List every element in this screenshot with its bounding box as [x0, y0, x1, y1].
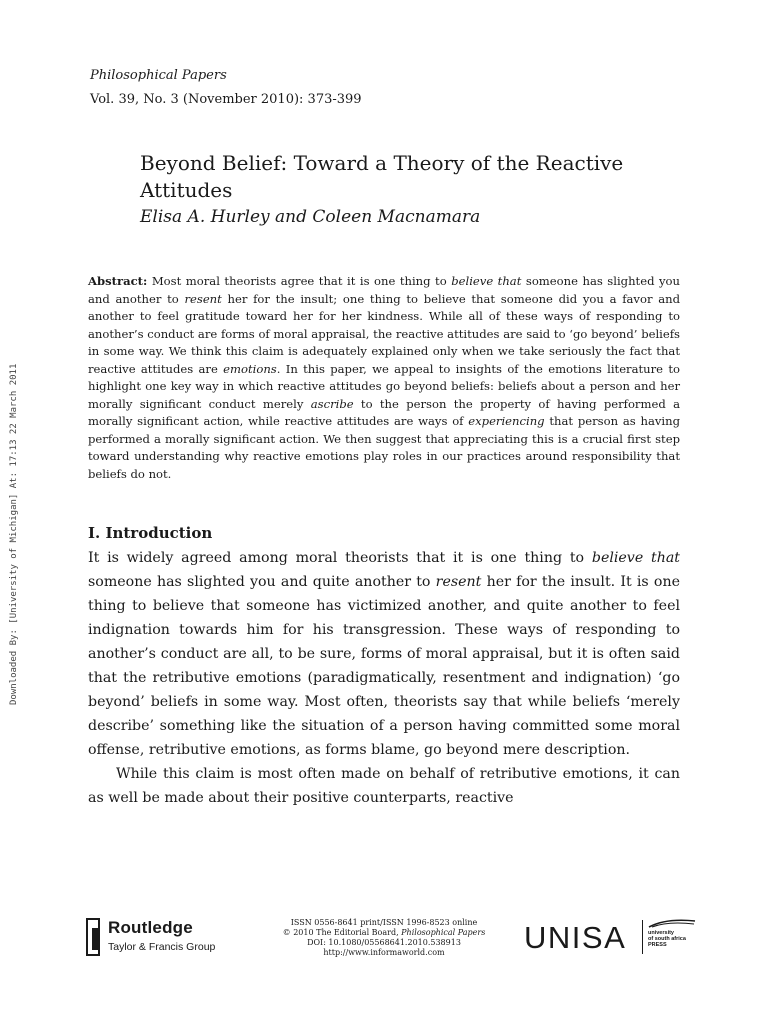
- abstract-emphasis: experiencing: [468, 414, 545, 428]
- publication-info: [270, 918, 498, 958]
- abstract-text: someone has slighted you and another to: [88, 274, 680, 306]
- abstract-text: that person as having performed a morally significant action. We then suggest that appreciating this is a crucial first step toward understanding why reactive emotions play roles in our practices around responsibility that beliefs do not.: [88, 414, 681, 481]
- unisa-wordmark: UNISA: [524, 920, 627, 955]
- section-heading: I. Introduction: [88, 524, 213, 542]
- abstract: [88, 273, 680, 483]
- download-watermark: Downloaded By: [University of Michigan] At: 17:13 22 March 2011: [9, 363, 19, 705]
- paragraph: While this claim is most often made on behalf of retributive emotions, it can as well be made about their positive counterparts, reactive: [88, 766, 680, 806]
- body-emphasis: resent: [435, 574, 482, 590]
- abstract-label: Abstract:: [88, 274, 148, 288]
- unisa-press-label: university of south africa PRESS: [648, 930, 686, 948]
- journal-name: Philosophical Papers: [90, 68, 227, 83]
- routledge-mark-icon: [86, 918, 100, 956]
- abstract-emphasis: ascribe: [310, 396, 354, 411]
- volume-issue-line: Vol. 39, No. 3 (November 2010): 373-399: [90, 92, 362, 107]
- doi-line: DOI: 10.1080/05568641.2010.538913: [307, 938, 461, 947]
- copyright-line: © 2010 The Editorial Board, Philosophical Papers: [282, 928, 486, 937]
- publisher-name: Routledge: [108, 918, 193, 937]
- article-authors: Elisa A. Hurley and Coleen Macnamara: [140, 207, 481, 227]
- unisa-logo: [524, 918, 696, 956]
- abstract-emphasis: emotions: [223, 361, 277, 376]
- body-text-run: someone has slighted you and quite another to: [88, 574, 436, 590]
- body-text-run: It is widely agreed among moral theorists that it is one thing to: [88, 550, 592, 566]
- body-text-run: her for the insult. It is one thing to believe that someone has victimized another, and quite another to feel indignation towards him for his transgression. These ways of responding to another’s conduct are all, to be sure, forms of moral appraisal, but it is often said that the retributive emotions (paradigmatically, resentment and indignation) ‘go beyond’ beliefs in some way. Most often, theorists say that while beliefs ‘merely describe’ something like the situation of a person having committed some moral offense, retributive emotions, as forms blame, go beyond mere description.: [88, 574, 680, 758]
- paragraph: [88, 546, 680, 762]
- routledge-logo: [86, 918, 246, 958]
- abstract-text: to the person the property of having performed a morally significant action, while reactive attitudes are ways of: [88, 396, 680, 428]
- abstract-text: . In this paper, we appeal to insights of the emotions literature to highlight one key way in which reactive attitudes go beyond beliefs: beliefs about a person and her morally significant conduct merely: [88, 361, 680, 411]
- abstract-emphasis: believe that: [451, 274, 522, 288]
- body-text: [88, 546, 680, 810]
- abstract-text: her for the insult; one thing to believe that someone did you a favor and another to feel gratitude toward her for her kindness. While all of these ways of responding to another’s conduct are forms of moral appraisal, the reactive attitudes are said to ‘go beyond’ beliefs in some way. We think this claim is adequately explained only when we take seriously the fact that reactive attitudes are: [88, 291, 680, 376]
- issn-line: ISSN 0556-8641 print/ISSN 1996-8523 online: [290, 918, 478, 927]
- abstract-text: Most moral theorists agree that it is one thing to: [147, 274, 452, 288]
- abstract-emphasis: resent: [184, 291, 222, 306]
- logo-divider: [642, 920, 643, 954]
- article-title: Beyond Belief: Toward a Theory of the Reactive Attitudes: [140, 151, 624, 202]
- body-emphasis: believe that: [591, 550, 680, 566]
- unisa-swoosh-icon: [648, 918, 696, 928]
- publisher-group: Taylor & Francis Group: [108, 941, 216, 953]
- publisher-url: http://www.informaworld.com: [323, 948, 445, 957]
